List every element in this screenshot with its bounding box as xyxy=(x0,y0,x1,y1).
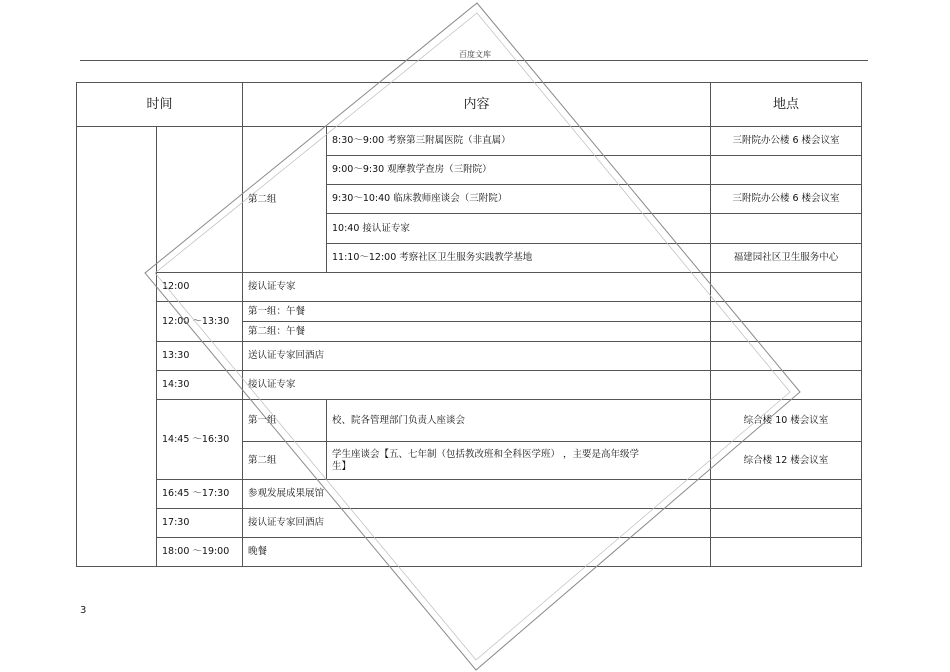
header-rule xyxy=(80,60,868,61)
header-location: 地点 xyxy=(710,82,862,127)
row-1445-group2-content xyxy=(326,441,711,480)
row-1445-group1-label: 第一组 xyxy=(242,399,327,442)
row-1445-group2-content-line2: 生】 xyxy=(332,460,352,472)
row-1330-content: 送认证专家回酒店 xyxy=(242,341,711,371)
row-lunch-group1: 第一组：午餐 xyxy=(242,301,711,322)
row-1200-content: 接认证专家 xyxy=(242,272,711,302)
group2-item-4-content: 10:40 接认证专家 xyxy=(326,213,711,244)
header-time: 时间 xyxy=(76,82,243,127)
row-1645-content: 参观发展成果展馆 xyxy=(242,479,711,509)
group2-item-5-location: 福建园社区卫生服务中心 xyxy=(710,243,862,273)
row-1645-location xyxy=(710,479,862,509)
group2-item-1-location: 三附院办公楼 6 楼会议室 xyxy=(710,126,862,156)
header-content: 内容 xyxy=(242,82,711,127)
row-lunch-group1-location xyxy=(710,301,862,322)
row-1800-content: 晚餐 xyxy=(242,537,711,567)
time-empty-outer xyxy=(76,126,157,567)
row-1445-group2-content-line1: 学生座谈会【五、七年制（包括教改班和全科医学班） ，主要是高年级学 xyxy=(332,448,640,460)
time-empty-inner xyxy=(156,126,243,273)
group2-item-3-content: 9:30～10:40 临床教师座谈会（三附院） xyxy=(326,184,711,214)
group2-item-5-content: 11:10～12:00 考察社区卫生服务实践教学基地 xyxy=(326,243,711,273)
row-1445-group2-label: 第二组 xyxy=(242,441,327,480)
row-1730-location xyxy=(710,508,862,538)
row-1430-content: 接认证专家 xyxy=(242,370,711,400)
row-1730-time: 17:30 xyxy=(156,508,243,538)
row-lunch-group2-location xyxy=(710,321,862,342)
row-1330-location xyxy=(710,341,862,371)
row-1200-time: 12:00 xyxy=(156,272,243,302)
row-1445-time: 14:45 ～16:30 xyxy=(156,399,243,480)
row-lunch-group2: 第二组：午餐 xyxy=(242,321,711,342)
row-1645-time: 16:45 ～17:30 xyxy=(156,479,243,509)
page-number: 3 xyxy=(80,605,87,616)
row-1730-content: 接认证专家回酒店 xyxy=(242,508,711,538)
group2-item-1-content: 8:30～9:00 考察第三附属医院（非直属） xyxy=(326,126,711,156)
row-1430-location xyxy=(710,370,862,400)
row-1430-time: 14:30 xyxy=(156,370,243,400)
group2-label: 第二组 xyxy=(242,126,327,273)
row-1445-group2-location: 综合楼 12 楼会议室 xyxy=(710,441,862,480)
row-1330-time: 13:30 xyxy=(156,341,243,371)
row-1800-location xyxy=(710,537,862,567)
row-1445-group1-location: 综合楼 10 楼会议室 xyxy=(710,399,862,442)
group2-item-3-location: 三附院办公楼 6 楼会议室 xyxy=(710,184,862,214)
row-lunch-time: 12:00 ～13:30 xyxy=(156,301,243,342)
page-header-title: 百度文库 xyxy=(459,50,491,59)
group2-item-2-content: 9:00～9:30 观摩教学查房（三附院） xyxy=(326,155,711,185)
row-1445-group1-content: 校、院各管理部门负责人座谈会 xyxy=(326,399,711,442)
row-1200-location xyxy=(710,272,862,302)
row-1800-time: 18:00 ～19:00 xyxy=(156,537,243,567)
group2-item-4-location xyxy=(710,213,862,244)
group2-item-2-location xyxy=(710,155,862,185)
